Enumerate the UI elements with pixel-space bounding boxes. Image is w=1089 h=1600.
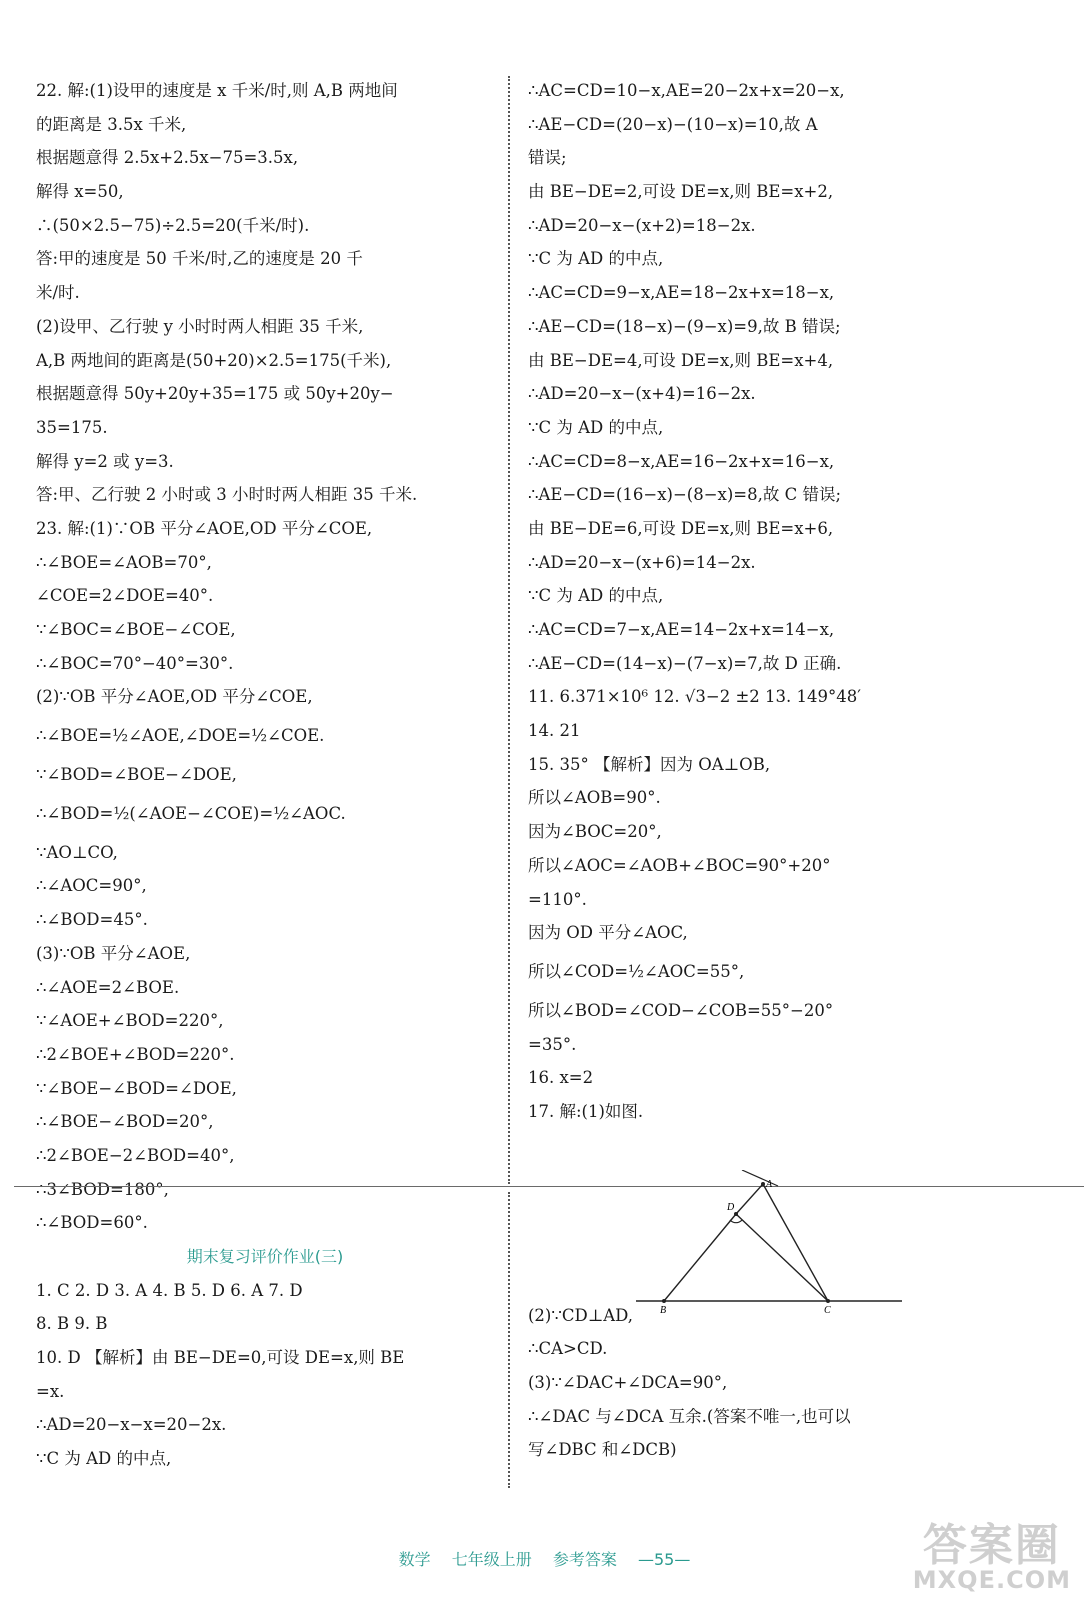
text-line: ∴∠BOE=∠AOB=70°, [36,552,212,572]
text-line: 写∠DBC 和∠DCB) [528,1440,677,1460]
text-line: =35°. [528,1034,577,1054]
text-line: 22. 解:(1)设甲的速度是 x 千米/时,则 A,B 两地间 [36,81,398,100]
text-line: ∵C 为 AD 的中点, [528,249,664,269]
page-number: —55— [637,1550,691,1569]
watermark-logo [912,1520,1071,1594]
text-line: ∴AD=20−x−x=20−2x. [36,1415,227,1435]
text-line: ∵∠BOE−∠BOD=∠DOE, [36,1078,237,1098]
column-divider [508,76,510,1184]
text-line: (3)∵OB 平分∠AOE, [36,943,191,963]
text-line: ∴2∠BOE+∠BOD=220°. [36,1044,235,1064]
text-line: ∵AO⊥CO, [36,842,118,862]
right-angle-mark [730,1220,742,1223]
footer-section: 参考答案 [552,1550,617,1569]
text-line: 10. D 【解析】由 BE−DE=0,可设 DE=x,则 BE [36,1348,405,1368]
text-line: 15. 35° 【解析】因为 OA⊥OB, [528,754,771,774]
segment-dc [736,1214,828,1301]
geometry-figure [630,1170,910,1318]
text-line: ∵∠BOD=∠BOE−∠DOE, [36,765,237,785]
segment-bd [664,1214,736,1301]
footer-subject: 数学 [398,1550,431,1569]
text-line: (2)∵OB 平分∠AOE,OD 平分∠COE, [36,687,313,707]
watermark-text: 答案圈 [922,1520,1061,1571]
text-line: 答:甲的速度是 50 千米/时,乙的速度是 20 千 [36,249,363,269]
text-line: ∴∠BOE=½∠AOE,∠DOE=½∠COE. [36,726,325,746]
text-line: ∠COE=2∠DOE=40°. [36,586,214,606]
text-line: ∴AE−CD=(16−x)−(8−x)=8,故 C 错误; [528,485,842,505]
segment-da [736,1184,763,1214]
label-a: A [766,1179,773,1190]
text-line: ∴AE−CD=(20−x)−(10−x)=10,故 A [528,114,818,134]
answer-line: 1. C 2. D 3. A 4. B 5. D 6. A 7. D [36,1280,303,1300]
answer-line: 8. B 9. B [36,1314,108,1334]
point-c [826,1299,830,1303]
label-b: B [660,1305,667,1316]
text-line: ∴∠BOE−∠BOD=20°, [36,1112,214,1132]
text-line: 解得 x=50, [36,182,124,202]
answer-line: 11. 6.371×10⁶ 12. √3−2 ±2 13. 149°48′ [528,687,862,707]
point-a [761,1182,765,1186]
text-line: ∵C 为 AD 的中点, [36,1449,172,1469]
answer-line: 16. x=2 [528,1068,594,1088]
text-line: ∴CA>CD. [528,1339,608,1359]
text-line: ∴∠BOD=45°. [36,910,148,930]
point-b [662,1299,666,1303]
text-line: 根据题意得 2.5x+2.5x−75=3.5x, [36,148,299,168]
text-line: 17. 解:(1)如图. [528,1101,644,1121]
text-line: 答:甲、乙行驶 2 小时或 3 小时时两人相距 35 千米. [36,485,418,505]
text-line: (2)∵CD⊥AD, [528,1305,634,1325]
text-line: ∴∠DAC 与∠DCA 互余.(答案不唯一,也可以 [528,1406,851,1426]
text-line: ∴AD=20−x−(x+2)=18−2x. [528,215,756,235]
text-line: =x. [36,1381,65,1401]
text-line: 由 BE−DE=4,可设 DE=x,则 BE=x+4, [528,350,834,370]
text-line: ∴∠AOC=90°, [36,876,147,896]
column-divider [508,1192,510,1488]
text-line: ∴AC=CD=8−x,AE=16−2x+x=16−x, [528,451,835,471]
segment-ac [763,1184,828,1301]
text-line: 由 BE−DE=2,可设 DE=x,则 BE=x+2, [528,182,834,202]
text-line: A,B 两地间的距离是(50+20)×2.5=175(千米), [36,350,392,370]
text-line: 所以∠AOB=90°. [528,788,661,808]
text-line: ∴AD=20−x−(x+4)=16−2x. [528,384,756,404]
text-line: 的距离是 3.5x 千米, [36,114,187,134]
text-line: ∵∠AOE+∠BOD=220°, [36,1011,224,1031]
text-line: 因为 OD 平分∠AOC, [528,923,688,943]
text-line: 错误; [528,148,567,168]
footer-grade: 七年级上册 [451,1550,532,1569]
answer-line: 14. 21 [528,721,581,741]
text-line: ∴(50×2.5−75)÷2.5=20(千米/时). [36,215,310,235]
text-line: ∵∠BOC=∠BOE−∠COE, [36,620,236,639]
text-line: ∴∠BOD=½(∠AOE−∠COE)=½∠AOC. [36,803,346,823]
text-line: 所以∠BOD=∠COD−∠COB=55°−20° [528,1000,834,1020]
text-line: ∴AE−CD=(18−x)−(9−x)=9,故 B 错误; [528,316,841,336]
watermark-url: MXQE.COM [912,1566,1071,1594]
text-line: =110°. [528,889,587,909]
text-line: 由 BE−DE=6,可设 DE=x,则 BE=x+6, [528,518,834,538]
section-title: 期末复习评价作业(三) [186,1247,344,1266]
text-line: (3)∵∠DAC+∠DCA=90°, [528,1373,728,1392]
point-d [734,1212,738,1216]
text-line: 解得 y=2 或 y=3. [36,451,174,471]
text-line: ∴2∠BOE−2∠BOD=40°, [36,1145,235,1165]
text-line: (2)设甲、乙行驶 y 小时时两人相距 35 千米, [36,316,364,336]
text-line: ∴∠BOD=60°. [36,1213,148,1233]
text-line: ∴AE−CD=(14−x)−(7−x)=7,故 D 正确. [528,653,842,673]
text-line: ∴∠BOC=70°−40°=30°. [36,653,234,673]
text-line: ∴AC=CD=7−x,AE=14−2x+x=14−x, [528,620,835,639]
text-line: ∴3∠BOD=180°, [36,1179,169,1199]
extension-line [742,1170,778,1186]
text-line: 23. 解:(1)∵OB 平分∠AOE,OD 平分∠COE, [36,518,373,538]
text-line: 所以∠AOC=∠AOB+∠BOC=90°+20° [528,855,831,875]
text-line: 根据题意得 50y+20y+35=175 或 50y+20y− [36,384,394,404]
text-line: ∴∠AOE=2∠BOE. [36,977,180,997]
left-column [36,74,494,1476]
text-line: 所以∠COD=½∠AOC=55°, [528,961,745,981]
text-line: ∵C 为 AD 的中点, [528,586,664,606]
text-line: ∵C 为 AD 的中点, [528,417,664,437]
label-c: C [824,1305,831,1316]
label-d: D [727,1202,735,1213]
text-line: 35=175. [36,417,108,437]
text-line: ∴AC=CD=9−x,AE=18−2x+x=18−x, [528,283,835,303]
text-line: ∴AC=CD=10−x,AE=20−2x+x=20−x, [528,81,845,100]
text-line: ∴AD=20−x−(x+6)=14−2x. [528,552,756,572]
text-line: 因为∠BOC=20°, [528,822,662,842]
text-line: 米/时. [36,283,80,303]
